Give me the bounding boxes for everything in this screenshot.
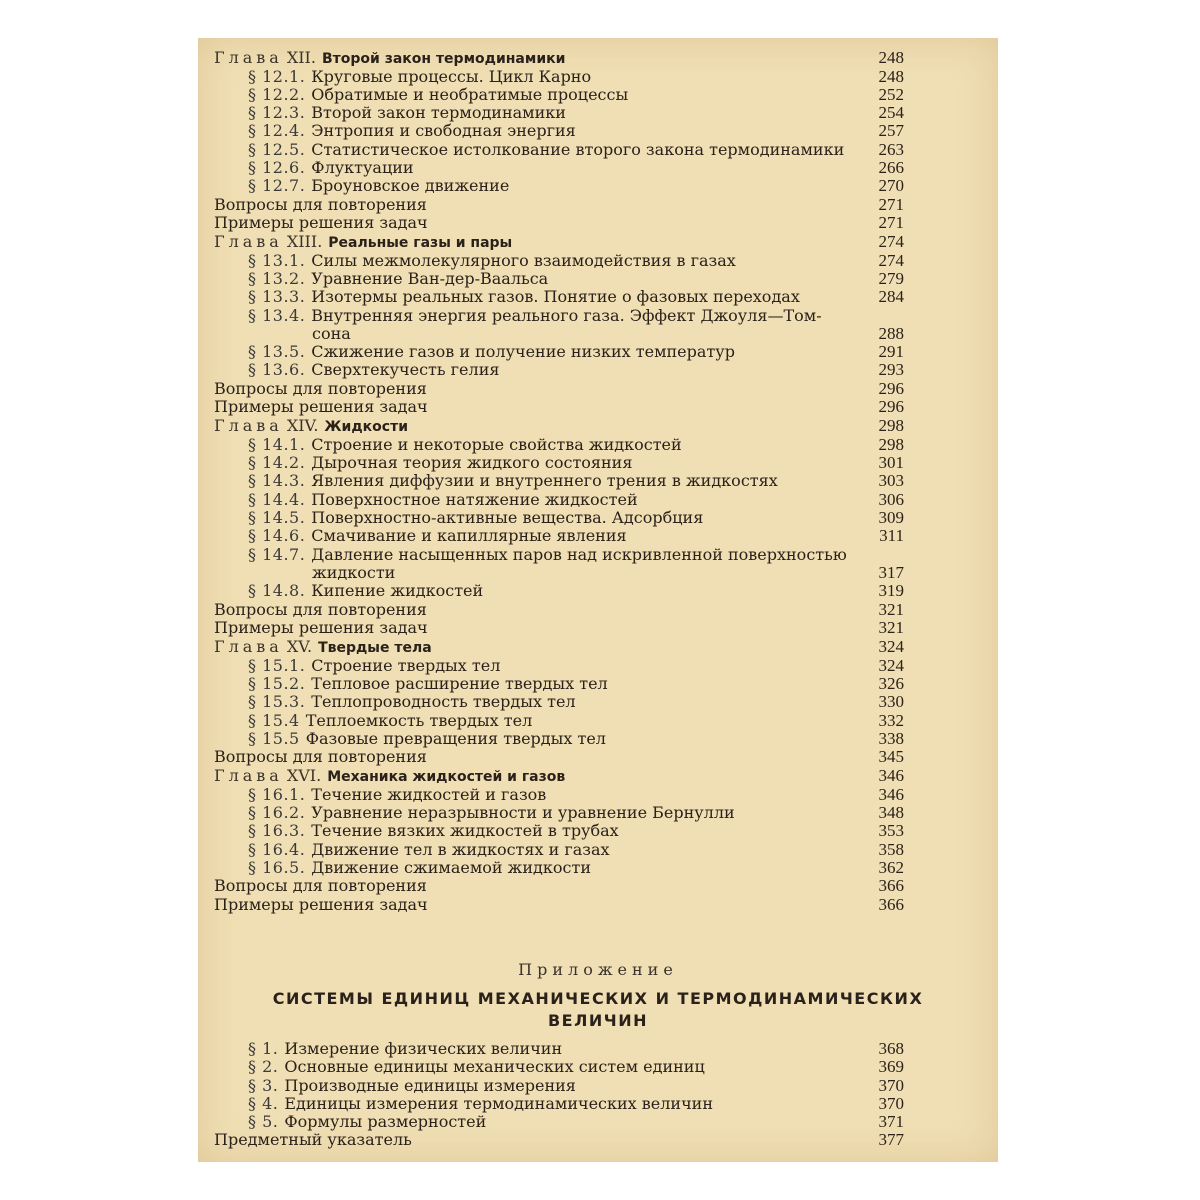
chapter-word: Глава	[214, 766, 283, 786]
chapter-number: XVI.	[286, 766, 322, 786]
section-title: Поверхностное натяжение жидкостей	[311, 489, 638, 509]
toc-entry-row	[214, 657, 904, 675]
page-number: 332	[878, 710, 904, 730]
section-title: Основные единицы механических систем единиц	[284, 1057, 705, 1077]
page-number: 274	[878, 232, 904, 252]
page-number: 377	[878, 1130, 904, 1150]
section-number: § 13.2.	[248, 268, 306, 288]
section-title: Примеры решения задач	[214, 894, 428, 914]
page-number: 366	[878, 894, 904, 914]
toc-entry-row	[214, 804, 904, 822]
page-number: 326	[878, 673, 904, 693]
page-number: 348	[878, 803, 904, 823]
section-number: § 12.5.	[248, 139, 306, 159]
toc-entry-row	[214, 196, 904, 214]
page-number: 266	[878, 157, 904, 177]
toc-chapter-row	[214, 232, 904, 252]
page-number: 369	[878, 1057, 904, 1077]
chapter-title: Реальные газы и пары	[328, 235, 513, 252]
toc-entry-row	[214, 380, 904, 398]
section-title: Строение твердых тел	[311, 655, 501, 675]
page-number: 368	[878, 1039, 904, 1058]
section-title: Сжижение газов и получение низких температур	[311, 342, 735, 362]
appendix-title-line2: ВЕЛИЧИН	[547, 1011, 648, 1030]
page-number: 366	[878, 876, 904, 896]
section-title: Течение вязких жидкостей в трубах	[311, 821, 619, 841]
page-number: 370	[878, 1093, 904, 1113]
toc-entry-row	[214, 454, 904, 472]
chapter-number: XIII.	[286, 232, 323, 252]
toc-entry-row	[214, 122, 904, 140]
page-number: 353	[878, 821, 904, 841]
toc-entry-row	[214, 491, 904, 509]
toc-entry-row	[214, 527, 904, 545]
section-title: Обратимые и необратимые процессы	[311, 84, 629, 104]
page-number: 271	[878, 212, 904, 232]
section-title: сона	[312, 323, 351, 343]
page-number: 303	[878, 471, 904, 491]
toc-entry-row	[214, 436, 904, 454]
section-number: § 14.2.	[248, 453, 306, 473]
section-number: § 14.8.	[248, 581, 306, 601]
section-title: Единицы измерения термодинамических величин	[284, 1093, 713, 1113]
toc-entry-row	[214, 177, 904, 195]
toc-entry-row	[214, 896, 904, 914]
page-number: 346	[878, 784, 904, 804]
section-title: Вопросы для повторения	[214, 378, 427, 398]
section-title: Уравнение Ван-дер-Ваальса	[311, 268, 549, 288]
toc-entry-row	[214, 398, 904, 416]
toc-entry-row	[214, 472, 904, 490]
toc-entry-row	[214, 325, 904, 343]
section-title: Внутренняя энергия реального газа. Эффект Джоуля—Том-	[311, 305, 822, 325]
section-title: Давление насыщенных паров над искривленной поверхностью	[311, 544, 847, 564]
section-title: Предметный указатель	[214, 1130, 412, 1150]
section-number: § 12.1.	[248, 66, 306, 86]
section-title: Изотермы реальных газов. Понятие о фазовых переходах	[311, 287, 800, 307]
section-title: Движение тел в жидкостях и газах	[311, 839, 610, 859]
section-title: Сверхтекучесть гелия	[311, 360, 500, 380]
toc-entry-row	[214, 1131, 904, 1149]
toc-entry-row	[214, 564, 904, 582]
page-number: 317	[878, 562, 904, 582]
section-number: § 14.1.	[248, 434, 306, 454]
section-title: Смачивание и капиллярные явления	[311, 526, 627, 546]
section-title: Примеры решения задач	[214, 617, 428, 637]
toc-entry-row	[214, 601, 904, 619]
page-number: 257	[878, 121, 904, 141]
page-number: 370	[878, 1075, 904, 1095]
section-number: § 15.4	[248, 710, 300, 730]
section-number: § 16.5.	[248, 858, 306, 878]
page-number: 270	[878, 176, 904, 196]
section-title: Теплопроводность твердых тел	[311, 692, 576, 712]
section-number: § 15.2.	[248, 673, 306, 693]
section-title: Явления диффузии и внутреннего трения в жидкостях	[311, 471, 778, 491]
chapter-number: XII.	[286, 48, 316, 67]
chapter-word: Глава	[214, 416, 283, 436]
page-number: 338	[878, 728, 904, 748]
toc-entry-row	[214, 1058, 904, 1076]
page-number: 321	[878, 599, 904, 619]
page-number: 296	[878, 378, 904, 398]
toc-entry-row	[214, 343, 904, 361]
toc-entry-row	[214, 582, 904, 600]
section-title: Вопросы для повторения	[214, 876, 427, 896]
page-number: 298	[878, 416, 904, 436]
toc-entry-row	[214, 1077, 904, 1095]
section-title: Примеры решения задач	[214, 397, 428, 417]
page-number: 271	[878, 194, 904, 214]
page-number: 248	[878, 66, 904, 86]
page-number: 321	[878, 617, 904, 637]
section-title: жидкости	[312, 562, 396, 582]
section-number: § 15.1.	[248, 655, 306, 675]
section-number: § 13.1.	[248, 250, 306, 270]
section-title: Поверхностно-активные вещества. Адсорбция	[311, 508, 704, 528]
page-number: 279	[878, 268, 904, 288]
section-number: § 14.5.	[248, 508, 306, 528]
toc-entry-row	[214, 141, 904, 159]
section-title: Строение и некоторые свойства жидкостей	[311, 434, 682, 454]
section-title: Броуновское движение	[311, 176, 510, 196]
chapter-word: Глава	[214, 48, 283, 67]
section-number: § 1.	[248, 1039, 279, 1058]
chapter-word: Глава	[214, 232, 283, 252]
page-number: 309	[878, 508, 904, 528]
section-title: Вопросы для повторения	[214, 599, 427, 619]
page-number: 254	[878, 103, 904, 123]
toc-chapter-row	[214, 416, 904, 436]
section-number: § 5.	[248, 1112, 279, 1132]
section-title: Теплоемкость твердых тел	[305, 710, 533, 730]
toc-entry-row	[214, 270, 904, 288]
book-page	[198, 38, 998, 1162]
toc-chapter-row	[214, 766, 904, 786]
page-number: 362	[878, 858, 904, 878]
toc-entry-row	[214, 252, 904, 270]
page-number: 358	[878, 839, 904, 859]
toc-chapter-row	[214, 48, 904, 68]
page-number: 346	[878, 766, 904, 786]
section-number: § 12.7.	[248, 176, 306, 196]
section-number: § 12.6.	[248, 157, 306, 177]
toc-entry-row	[214, 1095, 904, 1113]
page-number: 298	[878, 434, 904, 454]
chapter-title: Твердые тела	[318, 640, 432, 657]
section-number: § 16.2.	[248, 803, 306, 823]
section-title: Кипение жидкостей	[311, 581, 484, 601]
section-number: § 14.4.	[248, 489, 306, 509]
toc-entry-row	[214, 730, 904, 748]
page-number: 296	[878, 397, 904, 417]
chapter-number: XIV.	[286, 416, 319, 436]
section-title: Статистическое истолкование второго закона термодинамики	[311, 139, 845, 159]
toc-entry-row	[214, 159, 904, 177]
page-number: 301	[878, 453, 904, 473]
chapter-number: XV.	[286, 637, 313, 657]
section-title: Измерение физических величин	[284, 1039, 563, 1058]
toc-entry-row	[214, 693, 904, 711]
appendix-label: Приложение	[518, 960, 678, 979]
section-number: § 16.3.	[248, 821, 306, 841]
toc-entry-row	[214, 214, 904, 232]
section-title: Производные единицы измерения	[284, 1075, 576, 1095]
toc-entry-row	[214, 786, 904, 804]
toc-entry-row	[214, 1040, 904, 1058]
chapter-title: Жидкости	[324, 419, 409, 436]
section-number: § 14.6.	[248, 526, 306, 546]
toc-entry-row	[214, 104, 904, 122]
page-number: 345	[878, 747, 904, 767]
section-title: Вопросы для повторения	[214, 194, 427, 214]
section-title: Тепловое расширение твердых тел	[311, 673, 608, 693]
section-title: Формулы размерностей	[284, 1112, 487, 1132]
chapter-title: Механика жидкостей и газов	[327, 769, 566, 786]
toc-entry-row	[214, 509, 904, 527]
table-of-contents	[214, 48, 904, 914]
page-number: 284	[878, 287, 904, 307]
section-number: § 14.3.	[248, 471, 306, 491]
section-number: § 13.4.	[248, 305, 306, 325]
appendix-title-line1: СИСТЕМЫ ЕДИНИЦ МЕХАНИЧЕСКИХ И ТЕРМОДИНАМИЧЕСКИХ	[272, 989, 924, 1008]
toc-entry-row	[214, 68, 904, 86]
section-title: Флуктуации	[311, 157, 414, 177]
page-number: 330	[878, 692, 904, 712]
toc-entry-row	[214, 712, 904, 730]
toc-entry-row	[214, 748, 904, 766]
section-number: § 15.3.	[248, 692, 306, 712]
page-number: 324	[878, 655, 904, 675]
page-number: 263	[878, 139, 904, 159]
section-title: Дырочная теория жидкого состояния	[311, 453, 633, 473]
chapter-title: Второй закон термодинамики	[321, 51, 566, 67]
section-title: Движение сжимаемой жидкости	[311, 858, 592, 878]
section-number: § 3.	[248, 1075, 279, 1095]
toc-entry-row	[214, 675, 904, 693]
page-number: 252	[878, 84, 904, 104]
chapter-word: Глава	[214, 637, 283, 657]
section-number: § 2.	[248, 1057, 279, 1077]
toc-entry-row	[214, 1113, 904, 1131]
section-number: § 12.2.	[248, 84, 306, 104]
section-title: Силы межмолекулярного взаимодействия в газах	[311, 250, 736, 270]
page-number: 371	[878, 1112, 904, 1132]
section-number: § 15.5	[248, 728, 300, 748]
section-number: § 14.7.	[248, 544, 306, 564]
page-number: 311	[879, 526, 904, 546]
section-title: Фазовые превращения твердых тел	[305, 728, 606, 748]
section-number: § 13.3.	[248, 287, 306, 307]
section-title: Уравнение неразрывности и уравнение Бернулли	[311, 803, 735, 823]
section-number: § 13.5.	[248, 342, 306, 362]
page-number: 291	[878, 342, 904, 362]
page-number: 288	[878, 323, 904, 343]
page-number: 324	[878, 637, 904, 657]
toc-entry-row	[214, 619, 904, 637]
toc-entry-row	[214, 361, 904, 379]
toc-entry-row	[214, 546, 904, 564]
page-number: 319	[878, 581, 904, 601]
section-number: § 12.3.	[248, 103, 306, 123]
section-title: Примеры решения задач	[214, 212, 428, 232]
toc-entry-row	[214, 877, 904, 895]
page-number: 293	[878, 360, 904, 380]
toc-chapter-row	[214, 637, 904, 657]
section-title: Второй закон термодинамики	[311, 103, 566, 123]
section-title: Вопросы для повторения	[214, 747, 427, 767]
section-number: § 4.	[248, 1093, 279, 1113]
section-title: Течение жидкостей и газов	[311, 784, 547, 804]
section-title: Энтропия и свободная энергия	[311, 121, 576, 141]
toc-entry-row	[214, 859, 904, 877]
page-number: 248	[878, 48, 904, 67]
section-title: Круговые процессы. Цикл Карно	[311, 66, 592, 86]
section-number: § 12.4.	[248, 121, 306, 141]
section-number: § 16.4.	[248, 839, 306, 859]
section-number: § 16.1.	[248, 784, 306, 804]
page-number: 274	[878, 250, 904, 270]
section-number: § 13.6.	[248, 360, 306, 380]
page-number: 306	[878, 489, 904, 509]
toc-entry-row	[214, 307, 904, 325]
toc-entry-row	[214, 822, 904, 840]
appendix-contents	[214, 1040, 904, 1150]
toc-entry-row	[214, 841, 904, 859]
toc-entry-row	[214, 86, 904, 104]
toc-entry-row	[214, 288, 904, 306]
